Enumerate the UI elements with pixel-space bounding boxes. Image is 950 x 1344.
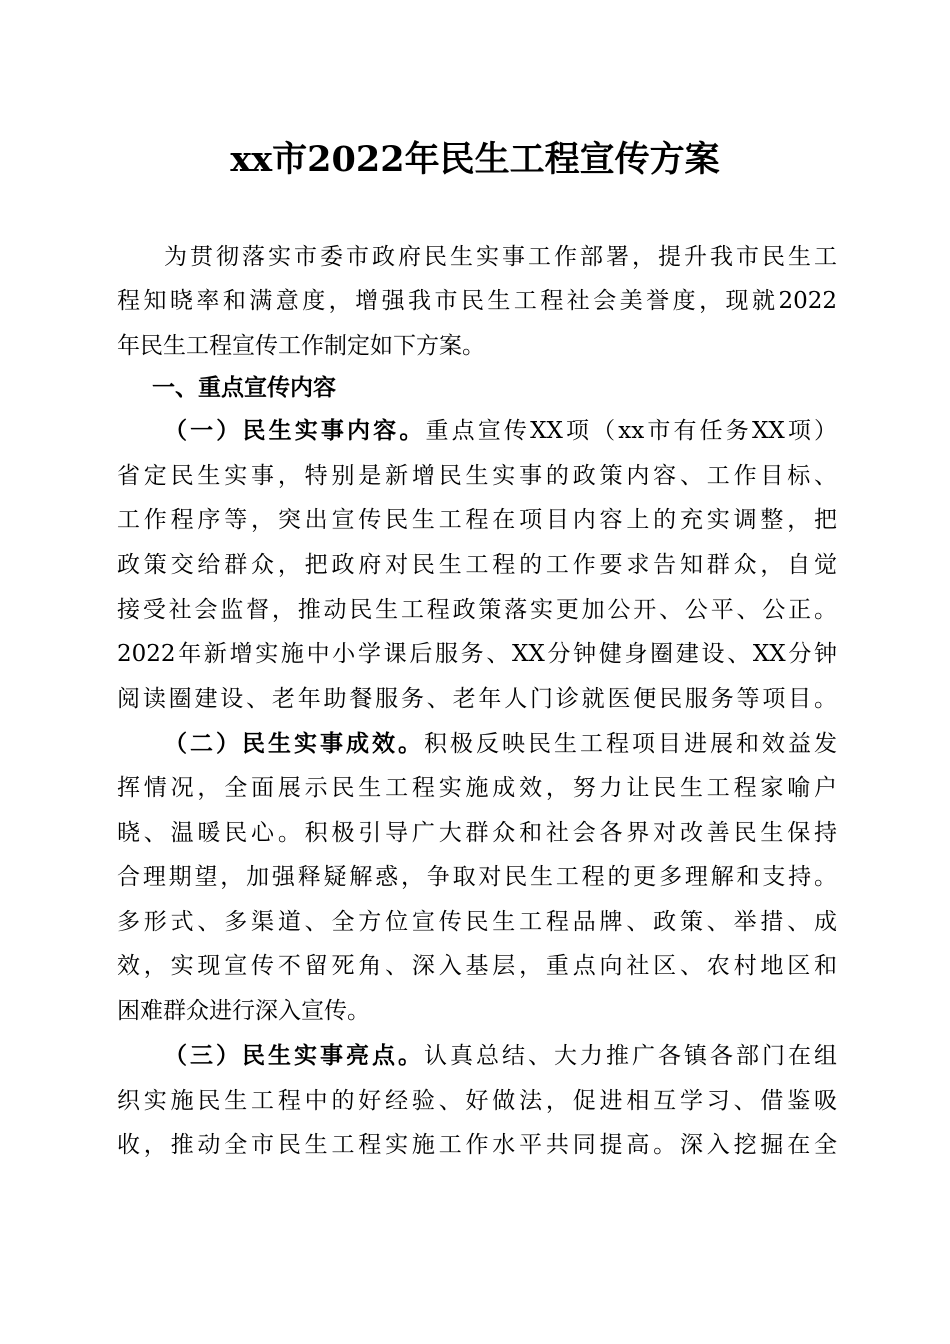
item1-line: 省定民生实事，特别是新增民生实事的政策内容、工作目标、	[117, 463, 837, 489]
item2-lead: （二）民生实事成效。	[164, 730, 424, 757]
item1-first-line-rest: 重点宣传XX项（xx市有任务XX项）	[425, 418, 837, 444]
document-title: xx市2022年民生工程宣传方案	[230, 139, 720, 180]
section-heading: 一、重点宣传内容	[152, 375, 336, 401]
item1-line: 阅读圈建设、老年助餐服务、老年人门诊就医便民服务等项目。	[117, 686, 837, 712]
item1-first-line	[164, 411, 837, 451]
item1-line: 工作程序等，突出宣传民生工程在项目内容上的充实调整，把	[117, 507, 837, 533]
item1-line: 2022年新增实施中小学课后服务、XX分钟健身圈建设、XX分钟	[117, 641, 837, 667]
intro-line-3: 年民生工程宣传工作制定如下方案。	[117, 333, 485, 359]
item2-first-line-rest: 积极反映民生工程项目进展和效益发	[424, 731, 837, 757]
item2-line: 合理期望，加强释疑解惑，争取对民生工程的更多理解和支持。	[117, 864, 837, 890]
item3-line: 收，推动全市民生工程实施工作水平共同提高。深入挖掘在全	[117, 1132, 837, 1158]
item1-line: 政策交给群众，把政府对民生工程的工作要求告知群众，自觉	[117, 552, 837, 578]
intro-line-2: 程知晓率和满意度，增强我市民生工程社会美誉度，现就2022	[117, 288, 837, 314]
item1-line: 接受社会监督，推动民生工程政策落实更加公开、公平、公正。	[117, 597, 837, 623]
item3-lead: （三）民生实事亮点。	[164, 1042, 424, 1069]
item3-first-line-rest: 认真总结、大力推广各镇各部门在组	[424, 1043, 837, 1069]
item3-line: 织实施民生工程中的好经验、好做法，促进相互学习、借鉴吸	[117, 1088, 837, 1114]
item2-line: 效，实现宣传不留死角、深入基层，重点向社区、农村地区和	[117, 953, 837, 979]
item1-lead: （一）民生实事内容。	[164, 417, 426, 444]
item2-line: 挥情况，全面展示民生工程实施成效，努力让民生工程家喻户	[117, 775, 837, 801]
item3-first-line	[164, 1036, 837, 1076]
intro-line-1: 为贯彻落实市委市政府民生实事工作部署，提升我市民生工	[164, 244, 837, 270]
item2-line: 晓、温暖民心。积极引导广大群众和社会各界对改善民生保持	[117, 820, 837, 846]
item2-line: 困难群众进行深入宣传。	[117, 998, 370, 1024]
item2-first-line	[164, 724, 837, 764]
item2-line: 多形式、多渠道、全方位宣传民生工程品牌、政策、举措、成	[117, 909, 837, 935]
